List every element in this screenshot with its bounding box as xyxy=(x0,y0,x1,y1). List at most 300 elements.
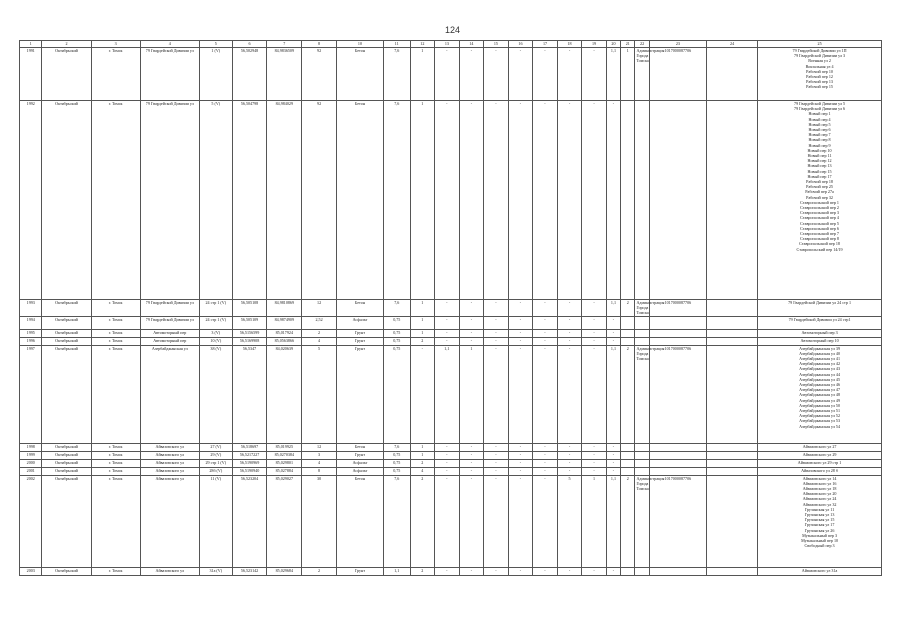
cell-street: Айвазовского ул xyxy=(140,451,199,459)
served-address: Ставропольский пер 2 xyxy=(800,205,839,211)
cell-c18: - xyxy=(557,329,582,337)
cell-house: 27 (V) xyxy=(199,443,232,451)
page-number: 124 xyxy=(444,25,461,35)
table-row xyxy=(20,443,882,451)
column-header: 21 xyxy=(621,41,635,48)
served-address: Грузинская ул 26 xyxy=(804,527,835,533)
cell-c13: - xyxy=(435,300,460,317)
served-address: Айвазовского ул 18 xyxy=(802,486,837,492)
cell-c19: - xyxy=(582,459,607,467)
cell-c17: - xyxy=(533,459,558,467)
served-address: Свободный пер 3 xyxy=(804,543,835,549)
served-address: Автомоторный пер 10 xyxy=(800,337,839,343)
cell-c13: - xyxy=(435,459,460,467)
cell-c16: - xyxy=(508,300,533,317)
served-address: Рабочий пер 18 xyxy=(806,179,833,185)
cell-c17: - xyxy=(533,48,558,101)
cell-c14: - xyxy=(459,443,484,451)
cell-c21: 1 xyxy=(621,48,635,101)
cell-c20: 1,1 xyxy=(606,475,620,567)
cell-id: 2001 xyxy=(20,467,42,475)
table-row xyxy=(20,451,882,459)
table-row xyxy=(20,329,882,337)
table-row xyxy=(20,567,882,575)
cell-c21 xyxy=(621,451,635,459)
served-address: 79 Гвардейской Дивизии ул 24 стр 1 xyxy=(788,300,852,305)
cell-street: Автомоторный пер xyxy=(140,329,199,337)
cell-c20: - xyxy=(606,567,620,575)
cell-house: 11 (V) xyxy=(199,475,232,567)
cell-c21: 2 xyxy=(621,475,635,567)
served-address: Рабочий пер 32 xyxy=(806,194,833,200)
served-address: Новый пер 17 xyxy=(807,173,832,179)
cell-owner xyxy=(635,329,649,337)
cell-house: 5 (V) xyxy=(199,101,232,300)
cell-lat: 56,502948 xyxy=(232,48,267,101)
cell-c14: - xyxy=(459,300,484,317)
served-address: Рабочий пер 25 xyxy=(806,184,833,190)
cell-city: г. Томск xyxy=(91,316,140,329)
column-header: 20 xyxy=(606,41,620,48)
cell-c16: - xyxy=(508,567,533,575)
served-address: 79 Гвардейской Дивизии ул 1П xyxy=(792,48,847,53)
cell-lat: 56,5169908 xyxy=(232,337,267,345)
cell-district: Октябрьский xyxy=(42,316,91,329)
cell-c12: 4 xyxy=(410,467,435,475)
cell-served-addresses xyxy=(758,459,882,467)
cell-id: 2000 xyxy=(20,459,42,467)
table-row xyxy=(20,316,882,329)
cell-c21 xyxy=(621,101,635,300)
cell-house: 29 (V) xyxy=(199,451,232,459)
cell-inn: 1017000087706 xyxy=(649,475,706,567)
cell-inn: 1017000087706 xyxy=(649,48,706,101)
served-address: Айвазовского ул 32 xyxy=(802,501,837,507)
served-address: Ставропольский пер 7 xyxy=(800,231,839,237)
served-address: Новый пер 7 xyxy=(808,132,831,138)
cell-c14: - xyxy=(459,451,484,459)
cell-owner xyxy=(635,567,649,575)
cell-lon: 85,029801 xyxy=(267,459,302,467)
cell-street: 79 Гвардейской Дивизии ул xyxy=(140,48,199,101)
cell-c14: - xyxy=(459,337,484,345)
served-address: Грузинская ул 15 xyxy=(804,517,835,523)
served-address: Айвазовского ул 24 xyxy=(802,496,837,502)
cell-id: 1996 xyxy=(20,337,42,345)
cell-owner xyxy=(635,451,649,459)
cell-city: г. Томск xyxy=(91,101,140,300)
cell-c18: - xyxy=(557,451,582,459)
cell-c11: 0,75 xyxy=(383,345,410,443)
cell-lon: 85,0270384 xyxy=(267,451,302,459)
column-number-header-row xyxy=(20,41,882,48)
cell-c18: - xyxy=(557,467,582,475)
cell-blank xyxy=(707,475,758,567)
cell-city: г. Томск xyxy=(91,345,140,443)
cell-c12: 1 xyxy=(410,443,435,451)
cell-served-addresses xyxy=(758,443,882,451)
cell-district: Октябрьский xyxy=(42,475,91,567)
cell-c16: - xyxy=(508,337,533,345)
column-header: 25 xyxy=(758,41,882,48)
cell-house: 29 стр 1 (V) xyxy=(199,459,232,467)
cell-c19: - xyxy=(582,316,607,329)
cell-c19: - xyxy=(582,451,607,459)
served-address: Новый пер 5 xyxy=(808,121,831,127)
cell-cover: Бетон xyxy=(336,300,383,317)
served-address: Рабочий пер 10 xyxy=(806,68,833,74)
served-address: Ставропольский пер 1 xyxy=(800,199,839,205)
cell-c16: - xyxy=(508,329,533,337)
column-header: 10 xyxy=(336,41,383,48)
served-address: Азербайджанская ул 52 xyxy=(799,413,841,419)
cell-city: г. Томск xyxy=(91,337,140,345)
cell-owner xyxy=(635,337,649,345)
cell-c11: 0,75 xyxy=(383,451,410,459)
cell-area: 92 xyxy=(302,101,337,300)
cell-street: 79 Гвардейской Дивизии ул xyxy=(140,101,199,300)
cell-id: 1998 xyxy=(20,443,42,451)
cell-c18: - xyxy=(557,48,582,101)
served-address: Азербайджанская ул 51 xyxy=(799,408,841,414)
cell-id: 1993 xyxy=(20,300,42,317)
cell-c21 xyxy=(621,459,635,467)
served-address: Музыкальный пер 3 xyxy=(802,532,838,538)
cell-c19: - xyxy=(582,300,607,317)
cell-c11: 7,6 xyxy=(383,300,410,317)
cell-city: г. Томск xyxy=(91,329,140,337)
cell-served-addresses xyxy=(758,567,882,575)
served-address: Новый пер 8 xyxy=(808,137,831,143)
cell-c20: - xyxy=(606,451,620,459)
cell-lat: 56,523204 xyxy=(232,475,267,567)
cell-c15: - xyxy=(484,459,509,467)
cell-c11: 0,75 xyxy=(383,316,410,329)
cell-cover: Грунт xyxy=(336,345,383,443)
cell-served-addresses xyxy=(758,316,882,329)
table-row xyxy=(20,345,882,443)
cell-city: г. Томск xyxy=(91,451,140,459)
served-address: Ставропольский пер 4 xyxy=(800,215,839,221)
served-address: Азербайджанская ул 46 xyxy=(799,382,841,388)
served-address: Рабочий пер 12 xyxy=(806,74,833,80)
cell-c13: - xyxy=(435,443,460,451)
cell-blank xyxy=(707,467,758,475)
served-address: Азербайджанская ул 40 xyxy=(799,350,841,356)
served-address: Ставропольский пер 18 xyxy=(799,241,840,247)
cell-lon: 85,017924 xyxy=(267,329,302,337)
cell-lat: 56,505109 xyxy=(232,316,267,329)
cell-c17: - xyxy=(533,345,558,443)
cell-inn: 1017000087706 xyxy=(649,345,706,443)
cell-c11: 1,1 xyxy=(383,567,410,575)
cell-lon: 84,9874909 xyxy=(267,316,302,329)
cell-district: Октябрьский xyxy=(42,300,91,317)
cell-c21 xyxy=(621,443,635,451)
cell-c12: 2 xyxy=(410,459,435,467)
cell-c12: 1 xyxy=(410,300,435,317)
served-address: Новый пер 9 xyxy=(808,142,831,148)
column-header: 22 xyxy=(635,41,649,48)
served-address: 79 Гвардейской Дивизии ул 6 xyxy=(794,106,846,112)
cell-area: 12 xyxy=(302,443,337,451)
cell-c16: - xyxy=(508,467,533,475)
cell-inn xyxy=(649,329,706,337)
cell-c20: 1,1 xyxy=(606,48,620,101)
column-header: 2 xyxy=(42,41,91,48)
cell-c21 xyxy=(621,567,635,575)
cell-cover: Грунт xyxy=(336,329,383,337)
cell-served-addresses xyxy=(758,101,882,300)
column-header: 8 xyxy=(302,41,337,48)
cell-c21: 2 xyxy=(621,345,635,443)
cell-inn xyxy=(649,467,706,475)
served-address: Ставропольский пер 14/19 xyxy=(796,246,843,252)
served-address: Айвазовского ул 20 xyxy=(802,491,837,497)
cell-owner: Администрация Города Томска xyxy=(635,475,649,567)
cell-blank xyxy=(707,567,758,575)
cell-c13: - xyxy=(435,467,460,475)
served-address: Айвазовского ул 29 xyxy=(802,451,837,457)
cell-lat: 56,5190940 xyxy=(232,467,267,475)
cell-c14: - xyxy=(459,567,484,575)
served-address: Грузинская ул 11 xyxy=(804,506,835,512)
cell-c12: - xyxy=(410,345,435,443)
cell-c15: - xyxy=(484,329,509,337)
cell-area: 30 xyxy=(302,475,337,567)
served-address: Азербайджанская ул 54 xyxy=(799,423,841,429)
served-address: Новый пер 4 xyxy=(808,116,831,122)
cell-served-addresses xyxy=(758,345,882,443)
served-address: Новый пер 11 xyxy=(807,153,832,159)
column-header: 13 xyxy=(435,41,460,48)
cell-c19: - xyxy=(582,48,607,101)
served-address: Азербайджанская ул 41 xyxy=(799,356,841,362)
cell-owner: Администрация Города Томска xyxy=(635,48,649,101)
cell-lat: 56,5217227 xyxy=(232,451,267,459)
cell-c14: - xyxy=(459,467,484,475)
cell-c13: - xyxy=(435,337,460,345)
cell-served-addresses xyxy=(758,475,882,567)
served-address: Новый пер 15 xyxy=(807,168,832,174)
served-address: Азербайджанская ул 43 xyxy=(799,366,841,372)
served-address: Новый пер 10 xyxy=(807,147,832,153)
cell-c17: - xyxy=(533,475,558,567)
served-address: Азербайджанская ул 48 xyxy=(799,392,841,398)
cell-inn xyxy=(649,443,706,451)
served-address: Айвазовского ул 29 стр 1 xyxy=(797,459,842,465)
cell-inn xyxy=(649,459,706,467)
cell-lat: 56,5156599 xyxy=(232,329,267,337)
cell-owner xyxy=(635,459,649,467)
cell-district: Октябрьский xyxy=(42,337,91,345)
cell-c15: - xyxy=(484,567,509,575)
cell-c13: - xyxy=(435,451,460,459)
cell-c21 xyxy=(621,337,635,345)
cell-cover: Асфальт xyxy=(336,467,383,475)
cell-c16: - xyxy=(508,48,533,101)
cell-district: Октябрьский xyxy=(42,467,91,475)
cell-c16: - xyxy=(508,459,533,467)
table-row xyxy=(20,48,882,101)
cell-house: 38 (V) xyxy=(199,345,232,443)
cell-served-addresses xyxy=(758,337,882,345)
cell-street: Айвазовского ул xyxy=(140,459,199,467)
cell-c14: - xyxy=(459,101,484,300)
served-address: Рабочий пер 27а xyxy=(805,189,834,195)
cell-served-addresses xyxy=(758,48,882,101)
cell-street: 79 Гвардейской Дивизии ул xyxy=(140,300,199,317)
cell-c14: - xyxy=(459,316,484,329)
served-address: Айвазовского ул 27 xyxy=(802,443,837,449)
cell-cover: Грунт xyxy=(336,567,383,575)
cell-owner: Администрация Города Томска xyxy=(635,345,649,443)
served-address: 79 Гвардейской Дивизии ул 3 xyxy=(794,53,846,59)
cell-c18: - xyxy=(557,101,582,300)
cell-city: г. Томск xyxy=(91,459,140,467)
cell-lat: 56,5347 xyxy=(232,345,267,443)
served-address: Ставропольский пер 3 xyxy=(800,210,839,216)
served-address: Новый пер 13 xyxy=(807,163,832,169)
cell-lon: 85,019925 xyxy=(267,443,302,451)
cell-street: Автомоторный пер xyxy=(140,337,199,345)
cell-c12: 2 xyxy=(410,337,435,345)
cell-district: Октябрьский xyxy=(42,451,91,459)
column-header: 11 xyxy=(383,41,410,48)
served-address: Вокзальная ул 4 xyxy=(805,63,834,69)
cell-c11: 7,6 xyxy=(383,443,410,451)
cell-cover: Бетон xyxy=(336,443,383,451)
cell-c14: - xyxy=(459,329,484,337)
table-body xyxy=(20,41,882,576)
cell-id: 1994 xyxy=(20,316,42,329)
cell-c18: 5 xyxy=(557,475,582,567)
cell-cover: Бетон xyxy=(336,475,383,567)
cell-area: 2,52 xyxy=(302,316,337,329)
cell-c17: - xyxy=(533,329,558,337)
cell-street: Айвазовского ул xyxy=(140,475,199,567)
cell-cover: Асфальт xyxy=(336,459,383,467)
cell-c14: - xyxy=(459,48,484,101)
cell-id: 1992 xyxy=(20,101,42,300)
cell-id: 2002 xyxy=(20,475,42,567)
cell-c15: - xyxy=(484,101,509,300)
cell-street: Айвазовского ул xyxy=(140,443,199,451)
cell-inn xyxy=(649,101,706,300)
cell-house: 24 стр 1 (V) xyxy=(199,300,232,317)
served-address: Автомоторный пер 3 xyxy=(801,329,838,335)
served-address: Азербайджанская ул 49 xyxy=(799,397,841,403)
cell-lon: 85,0563866 xyxy=(267,337,302,345)
served-address: Военная ул 2 xyxy=(808,58,831,64)
cell-c19: 1 xyxy=(582,475,607,567)
table-row xyxy=(20,300,882,317)
cell-inn xyxy=(649,337,706,345)
cell-house: 3 (V) xyxy=(199,329,232,337)
cell-c19: - xyxy=(582,337,607,345)
cell-id: 1999 xyxy=(20,451,42,459)
cell-c19: - xyxy=(582,467,607,475)
cell-c21: 2 xyxy=(621,300,635,317)
served-address: Рабочий пер 15 xyxy=(806,84,833,90)
cell-served-addresses xyxy=(758,451,882,459)
served-address: Азербайджанская ул 45 xyxy=(799,376,841,382)
cell-c12: 1 xyxy=(410,329,435,337)
cell-lon: 85,029027 xyxy=(267,475,302,567)
cell-c21 xyxy=(621,316,635,329)
cell-c15: - xyxy=(484,316,509,329)
cell-c16: - xyxy=(508,443,533,451)
cell-c15: - xyxy=(484,48,509,101)
cell-c17: - xyxy=(533,443,558,451)
cell-c19: - xyxy=(582,101,607,300)
cell-c19: - xyxy=(582,443,607,451)
cell-lon: 85,029684 xyxy=(267,567,302,575)
cell-cover: Бетон xyxy=(336,101,383,300)
cell-lon: 84,020639 xyxy=(267,345,302,443)
cell-district: Октябрьский xyxy=(42,443,91,451)
column-header: 24 xyxy=(707,41,758,48)
cell-cover: Бетон xyxy=(336,48,383,101)
cell-served-addresses xyxy=(758,329,882,337)
cell-c13: 1,1 xyxy=(435,345,460,443)
cell-c17: - xyxy=(533,316,558,329)
cell-c20: - xyxy=(606,467,620,475)
cell-c13: - xyxy=(435,329,460,337)
cell-c13: - xyxy=(435,475,460,567)
cell-c16: - xyxy=(508,451,533,459)
cell-c11: 7,6 xyxy=(383,475,410,567)
column-header: 16 xyxy=(508,41,533,48)
column-header: 19 xyxy=(582,41,607,48)
served-address: Музыкальный пер 10 xyxy=(801,538,839,544)
cell-city: г. Томск xyxy=(91,475,140,567)
cell-c11: 7,6 xyxy=(383,101,410,300)
column-header: 14 xyxy=(459,41,484,48)
cell-city: г. Томск xyxy=(91,48,140,101)
served-address: 79 Гвардейской Дивизии ул 5 xyxy=(794,101,846,106)
cell-street: Азербайджанская ул xyxy=(140,345,199,443)
cell-c13: - xyxy=(435,101,460,300)
cell-c17: - xyxy=(533,337,558,345)
served-address: Ставропольский пер 5 xyxy=(800,220,839,226)
table-row xyxy=(20,337,882,345)
cell-c14: 1 xyxy=(459,345,484,443)
cell-c15: - xyxy=(484,467,509,475)
served-address: Азербайджанская ул 50 xyxy=(799,402,841,408)
cell-owner: Администрация Города Томска xyxy=(636,300,665,316)
cell-c13: - xyxy=(435,567,460,575)
cell-c18: - xyxy=(557,567,582,575)
cell-c11: 7,6 xyxy=(383,48,410,101)
cell-c20: - xyxy=(606,329,620,337)
cell-city: г. Томск xyxy=(91,443,140,451)
cell-c11: 0,75 xyxy=(383,329,410,337)
served-address: Азербайджанская ул 42 xyxy=(799,361,841,367)
cell-c16: - xyxy=(508,345,533,443)
column-header: 6 xyxy=(232,41,267,48)
cell-lon: 84,9810869 xyxy=(267,300,302,317)
cell-c19: - xyxy=(582,329,607,337)
cell-c20: 1,1 xyxy=(606,345,620,443)
cell-area: 2 xyxy=(302,567,337,575)
cell-id: 1997 xyxy=(20,345,42,443)
cell-c15: - xyxy=(484,475,509,567)
cell-c20: - xyxy=(606,337,620,345)
cell-blank xyxy=(707,316,758,329)
cell-c15: - xyxy=(484,300,509,317)
served-address: Азербайджанская ул 47 xyxy=(799,387,841,393)
